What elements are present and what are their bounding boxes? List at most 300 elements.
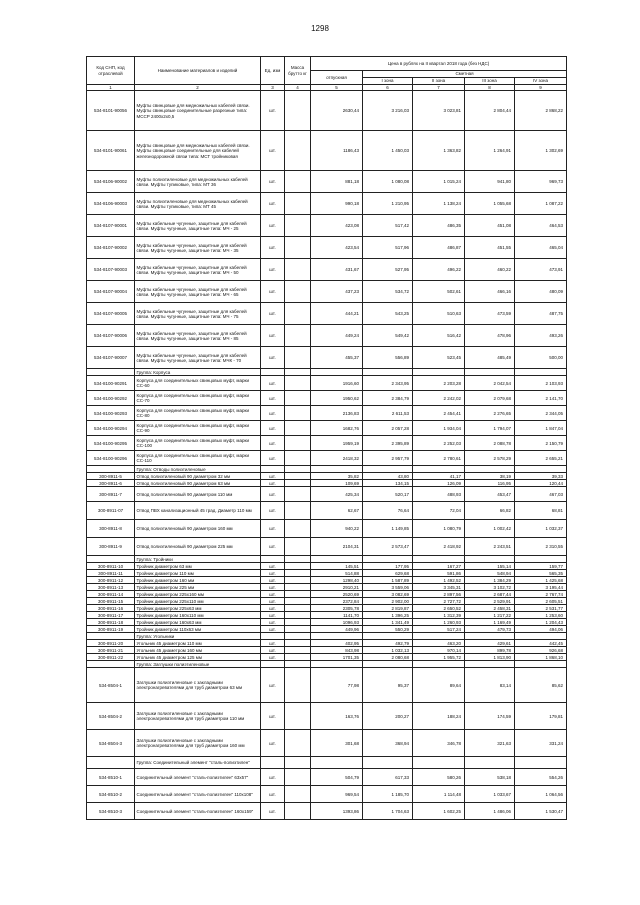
cell-price: 2 897,56 [413,591,465,598]
cell-code: 300-8911-20 [87,640,135,647]
cell-price: 68,81 [515,502,567,520]
cell-price: 2 650,52 [413,605,465,612]
cell-price: 629,68 [363,570,413,577]
cell-price: 940,22 [311,520,363,538]
cell-price: 617,33 [363,769,413,786]
cell-mass [285,647,311,654]
table-row [87,406,567,421]
header-unit: Ед. изм [261,57,285,85]
table-row [87,281,567,303]
cell-unit: шт. [261,421,285,436]
cell-unit: шт. [261,171,285,193]
cell-price: 35,82 [311,473,363,480]
cell-unit: шт. [261,193,285,215]
cell-price: 2 057,28 [363,421,413,436]
table-row [87,654,567,661]
cell-unit: шт. [261,654,285,661]
cell-code: 534-8107-90004 [87,281,135,303]
cell-name: Отвод полиэтиленовый 90 диаметром 160 мм [135,520,261,538]
group-label: Группа: Отводы полиэтиленовые [135,466,261,473]
cell-code: 534-8100-90296 [87,451,135,466]
cell-price: 527,95 [363,259,413,281]
cell-price: 1393,86 [311,803,363,820]
cell-name: Заглушки полиэтиленовые с закладными электронагревателями для труб диаметром 160 мм [135,730,261,757]
cell-price: 899,78 [465,647,515,654]
cell-name: Корпуса для соединительных свинцовых муфт, марки СС-100 [135,436,261,451]
group-label: Группа: Тройники [135,556,261,563]
cell-price: 1 080,79 [413,520,465,538]
group-row [87,369,567,376]
cell-mass [285,376,311,391]
cell-mass [285,668,311,703]
cell-price: 3 082,69 [363,591,413,598]
cell-mass [285,215,311,237]
cell-price: 2 395,89 [363,436,413,451]
cell-code: 534-8100-90294 [87,421,135,436]
cell-price: 120,44 [515,480,567,487]
cell-price: 126,09 [413,480,465,487]
cell-price: 2630,44 [311,91,363,131]
cell-code: 534-8106-90002 [87,171,135,193]
cell-code: 300-8911-11 [87,570,135,577]
cell-price: 1 264,91 [465,131,515,171]
table-row [87,259,567,281]
table-row [87,591,567,598]
header-estimate: Сметная [363,71,567,78]
cell-mass [285,487,311,502]
cell-code: 534-8101-90061 [87,131,135,171]
cell-code: 534-8106-90003 [87,193,135,215]
cell-price: 3 023,81 [413,91,465,131]
cell-price: 85,62 [515,668,567,703]
cell-unit: шт. [261,703,285,730]
cell-price: 66,82 [465,502,515,520]
cell-mass [285,281,311,303]
cell-price: 510,63 [413,303,465,325]
cell-mass [285,325,311,347]
cell-price: 926,68 [515,647,567,654]
cell-mass [285,520,311,538]
cell-name: Отвод полиэтиленовый 90 диаметром 110 мм [135,487,261,502]
column-number: 5 [311,85,363,91]
cell-mass [285,619,311,626]
table-row [87,612,567,619]
cell-code: 534-8107-90001 [87,215,135,237]
cell-unit: шт. [261,570,285,577]
cell-price: 368,94 [363,730,413,757]
cell-price: 517,24 [413,626,465,633]
table-row [87,171,567,193]
cell-price: 2 687,44 [465,591,515,598]
cell-price: 478,96 [465,325,515,347]
cell-code: 300-8911-9 [87,538,135,556]
table-row [87,502,567,520]
cell-price: 167,27 [413,563,465,570]
column-number: 9 [515,85,567,91]
table-row [87,520,567,538]
cell-mass [285,303,311,325]
table-row [87,451,567,466]
cell-price: 425,34 [311,487,363,502]
cell-price: 1 087,22 [515,193,567,215]
cell-price: 514,88 [311,570,363,577]
cell-mass [285,577,311,584]
cell-unit: шт. [261,325,285,347]
cell-unit: шт. [261,131,285,171]
cell-price: 3 345,31 [413,584,465,591]
cell-price: 556,89 [363,347,413,369]
table-row [87,577,567,584]
cell-mass [285,259,311,281]
cell-price: 1 032,37 [515,520,567,538]
cell-unit: шт. [261,640,285,647]
table-row [87,619,567,626]
cell-mass [285,605,311,612]
cell-name: Муфты кабельные чугунные, защитные для кабелей связи. Муфты чугунные, защитные типа: МЧ - 65 [135,281,261,303]
cell-mass [285,131,311,171]
cell-unit: шт. [261,619,285,626]
cell-unit: шт. [261,786,285,803]
cell-mass [285,803,311,820]
cell-mass [285,193,311,215]
group-label: Группа: Заглушки полиэтиленовые [135,661,261,668]
cell-code: 534-8107-90007 [87,347,135,369]
cell-name: Муфты кабельные чугунные, защитные для кабелей связи. Муфты чугунные, защитные типа: МЧ - 25 [135,215,261,237]
cell-price: 554,26 [515,769,567,786]
cell-name: Тройник диаметром 160 мм [135,577,261,584]
cell-price: 455,37 [311,347,363,369]
table-row [87,538,567,556]
cell-price: 1 149,85 [363,520,413,538]
header-zone-2: II зона [413,78,465,85]
cell-mass [285,563,311,570]
cell-code: 534-8510-3 [87,803,135,820]
cell-price: 1 064,56 [515,786,567,803]
cell-price: 2 344,05 [515,406,567,421]
cell-price: 301,68 [311,730,363,757]
table-body [87,91,567,820]
table-row [87,303,567,325]
table-row [87,91,567,131]
cell-price: 2 529,91 [465,598,515,605]
cell-unit: шт. [261,730,285,757]
column-number: 2 [135,85,261,91]
table-row [87,376,567,391]
cell-price: 423,54 [311,237,363,259]
cell-unit: шт. [261,502,285,520]
table-row [87,769,567,786]
cell-mass [285,654,311,661]
cell-name: Муфты кабельные чугунные, защитные для кабелей связи. Муфты чугунные, защитные типа: МЧ - 75 [135,303,261,325]
cell-price: 89,64 [413,668,465,703]
cell-price: 493,26 [515,325,567,347]
cell-code: 300-8911-19 [87,626,135,633]
cell-mass [285,769,311,786]
cell-price: 1186,43 [311,131,363,171]
cell-name: Отвод полиэтиленовый 90 диаметром 32 мм [135,473,261,480]
cell-price: 437,23 [311,281,363,303]
cell-price: 95,37 [363,668,413,703]
cell-price: 174,59 [465,703,515,730]
cell-code: 534-8504-3 [87,730,135,757]
cell-price: 2 458,31 [465,605,515,612]
header-price-title: Цена в рублях на II квартал 2018 года (без НДС) [311,57,567,71]
cell-price: 486,35 [413,215,465,237]
cell-code: 534-8107-90003 [87,259,135,281]
cell-unit: шт. [261,487,285,502]
cell-price: 2 042,54 [465,376,515,391]
cell-price: 550,29 [363,626,413,633]
cell-price: 504,79 [311,769,363,786]
cell-code: 300-8911-17 [87,612,135,619]
cell-code: 300-8911-10 [87,563,135,570]
cell-price: 1 396,25 [363,612,413,619]
cell-price: 3 102,72 [465,584,515,591]
cell-price: 1 002,42 [465,520,515,538]
cell-price: 1 813,90 [465,654,515,661]
table-row [87,803,567,820]
cell-name: Отвод полиэтиленовый 90 диаметром 63 мм [135,480,261,487]
cell-price: 486,87 [413,237,465,259]
cell-unit: шт. [261,436,285,451]
table-row [87,347,567,369]
cell-unit: шт. [261,647,285,654]
cell-code: 534-8107-90002 [87,237,135,259]
header-release: отпускная [311,71,363,85]
cell-code: 534-8101-90056 [87,91,135,131]
cell-price: 2 655,21 [515,451,567,466]
cell-price: 2 727,72 [413,598,465,605]
cell-unit: шт. [261,803,285,820]
cell-price: 83,14 [465,668,515,703]
cell-price: 145,51 [311,563,363,570]
cell-name: Тройник диаметром 160х110 мм [135,612,261,619]
cell-price: 2 103,93 [515,376,567,391]
cell-price: 1 602,25 [413,803,465,820]
cell-price: 2 384,79 [363,391,413,406]
cell-price: 500,00 [515,347,567,369]
cell-price: 1 847,04 [515,421,567,436]
cell-name: Угольник 45 диаметром 110 мм [135,640,261,647]
table-row [87,598,567,605]
cell-price: 331,24 [515,730,567,757]
cell-price: 1 114,48 [413,786,465,803]
cell-name: Отвод ПВХ канализационный 45 град. Диаметр 110 мм [135,502,261,520]
cell-name: Тройник диаметром 225х160 мм [135,591,261,598]
cell-name: Корпуса для соединительных свинцовых муфт, марки СС-60 [135,376,261,391]
cell-price: 109,69 [311,480,363,487]
cell-price: 451,55 [465,237,515,259]
cell-name: Муфты полиэтиленовые для медножильных кабелей связи. Муфты тупиковые, типа: МТ 45 [135,193,261,215]
cell-price: 2 902,00 [363,598,413,605]
cell-code: 534-8510-2 [87,786,135,803]
cell-unit: шт. [261,91,285,131]
cell-price: 460,22 [465,259,515,281]
cell-code: 300-8911-13 [87,584,135,591]
cell-name: Корпуса для соединительных свинцовых муфт, марки СС-80 [135,406,261,421]
cell-name: Соединительный элемент "сталь-полиэтилен" 110х108" [135,786,261,803]
cell-price: 159,77 [515,563,567,570]
cell-price: 1 794,07 [465,421,515,436]
column-number: 3 [261,85,285,91]
cell-price: 1950,62 [311,391,363,406]
cell-price: 2 242,02 [413,391,465,406]
header-zone-4: IV зона [515,78,567,85]
cell-price: 453,47 [465,487,515,502]
cell-price: 1 217,22 [465,612,515,619]
cell-code: 534-8107-90006 [87,325,135,347]
cell-name: Тройник диаметром 110 мм [135,570,261,577]
cell-code: 534-8100-90293 [87,406,135,421]
cell-price: 517,96 [363,237,413,259]
cell-price: 843,98 [311,647,363,654]
cell-price: 1 868,10 [515,654,567,661]
cell-price: 1 587,89 [363,577,413,584]
table-row [87,193,567,215]
cell-name: Тройник диаметром 225 мм [135,584,261,591]
cell-mass [285,451,311,466]
cell-price: 1 486,06 [465,803,515,820]
cell-name: Тройник диаметром 110х63 мм [135,626,261,633]
cell-price: 496,22 [413,259,465,281]
cell-price: 2136,83 [311,406,363,421]
cell-name: Тройник диаметром 160х63 мм [135,619,261,626]
table-row [87,215,567,237]
cell-price: 465,04 [515,237,567,259]
cell-price: 1 302,69 [515,131,567,171]
cell-price: 1 080,08 [363,171,413,193]
cell-name: Соединительный элемент "сталь-полиэтилен" 63х57" [135,769,261,786]
cell-code: 300-8911-8 [87,520,135,538]
group-label: Группа: Соединительный элемент "сталь-полиэтилен" [135,757,261,769]
cell-price: 3 195,44 [515,584,567,591]
cell-price: 1 492,52 [413,577,465,584]
cell-mass [285,591,311,598]
cell-price: 2 957,79 [363,451,413,466]
cell-name: Муфты свинцовые для медножильных кабелей связи. Муфты свинцовые соединительные для кабелей железнодорожной связи типа: МСТ тройниковая [135,131,261,171]
cell-price: 591,86 [413,570,465,577]
cell-mass [285,640,311,647]
cell-code: 300-8911-5 [87,473,135,480]
cell-unit: шт. [261,237,285,259]
cell-mass [285,538,311,556]
cell-price: 1 185,70 [363,786,413,803]
cell-price: 1 033,67 [465,786,515,803]
cell-unit: шт. [261,281,285,303]
cell-price: 134,15 [363,480,413,487]
cell-unit: шт. [261,391,285,406]
cell-name: Тройник диаметром 63 мм [135,563,261,570]
cell-unit: шт. [261,259,285,281]
header-mass: Масса брутто кг [285,57,311,85]
cell-price: 1 015,24 [413,171,465,193]
cell-name: Муфты кабельные чугунные, защитные для кабелей связи. Муфты чугунные, защитные типа: МЧ - 85 [135,325,261,347]
cell-price: 2 605,51 [515,598,567,605]
cell-unit: шт. [261,769,285,786]
cell-code: 300-8911-6 [87,480,135,487]
header-name: Наименование материалов и изделий [135,57,261,85]
cell-price: 1 169,49 [465,619,515,626]
cell-mass [285,584,311,591]
cell-price: 188,24 [413,703,465,730]
cell-price: 1 260,93 [413,619,465,626]
cell-price: 502,61 [413,281,465,303]
cell-price: 3 216,03 [363,91,413,131]
cell-price: 177,95 [363,563,413,570]
cell-price: 1 450,03 [363,131,413,171]
cell-price: 429,61 [465,640,515,647]
cell-name: Тройник диаметром 225х110 мм [135,598,261,605]
cell-unit: шт. [261,347,285,369]
cell-mass [285,406,311,421]
cell-price: 442,45 [515,640,567,647]
cell-price: 2 079,68 [465,391,515,406]
cell-mass [285,612,311,619]
cell-name: Заглушки полиэтиленовые с закладными электронагревателями для труб диаметром 63 мм [135,668,261,703]
cell-price: 463,20 [413,640,465,647]
cell-unit: шт. [261,451,285,466]
cell-price: 2 276,65 [465,406,515,421]
cell-name: Угольник 45 диаметром 160 мм [135,647,261,654]
cell-code: 534-8504-2 [87,703,135,730]
cell-price: 41,17 [413,473,465,480]
cell-price: 2 243,51 [465,538,515,556]
cell-price: 200,27 [363,703,413,730]
table-row [87,325,567,347]
table-row [87,626,567,633]
cell-price: 473,59 [465,303,515,325]
cell-name: Отвод полиэтиленовый 90 диаметром 225 мм [135,538,261,556]
cell-name: Корпуса для соединительных свинцовых муфт, марки СС-70 [135,391,261,406]
cell-price: 2 578,29 [465,451,515,466]
cell-price: 2418,32 [311,451,363,466]
cell-price: 969,54 [311,786,363,803]
cell-price: 2 418,92 [413,538,465,556]
cell-code: 534-8510-1 [87,769,135,786]
table-row [87,487,567,502]
cell-name: Корпуса для соединительных свинцовых муфт, марки СС-90 [135,421,261,436]
cell-price: 494,06 [515,626,567,633]
cell-price: 538,18 [465,769,515,786]
cell-name: Угольник 45 диаметром 125 мм [135,654,261,661]
table-row [87,480,567,487]
cell-price: 480,09 [515,281,567,303]
cell-price: 534,72 [363,281,413,303]
cell-unit: шт. [261,480,285,487]
cell-price: 543,25 [363,303,413,325]
cell-price: 549,42 [363,325,413,347]
cell-name: Муфты кабельные чугунные, защитные для кабелей связи. Муфты чугунные, защитные типа: МЧК - 70 [135,347,261,369]
table-row [87,237,567,259]
cell-code: 534-8100-90292 [87,391,135,406]
group-row [87,757,567,769]
cell-code: 300-8911-16 [87,605,135,612]
table-row [87,647,567,654]
page-number: 1298 [311,24,329,33]
cell-price: 76,64 [363,502,413,520]
cell-unit: шт. [261,612,285,619]
cell-price: 548,94 [465,570,515,577]
cell-price: 473,91 [515,259,567,281]
header-code: Код СНП, код отраслевой [87,57,135,85]
cell-price: 62,67 [311,502,363,520]
cell-price: 1 055,68 [465,193,515,215]
cell-price: 990,18 [311,193,363,215]
cell-price: 2 611,53 [363,406,413,421]
cell-price: 479,73 [465,626,515,633]
cell-price: 39,33 [515,473,567,480]
cell-price: 1916,60 [311,376,363,391]
